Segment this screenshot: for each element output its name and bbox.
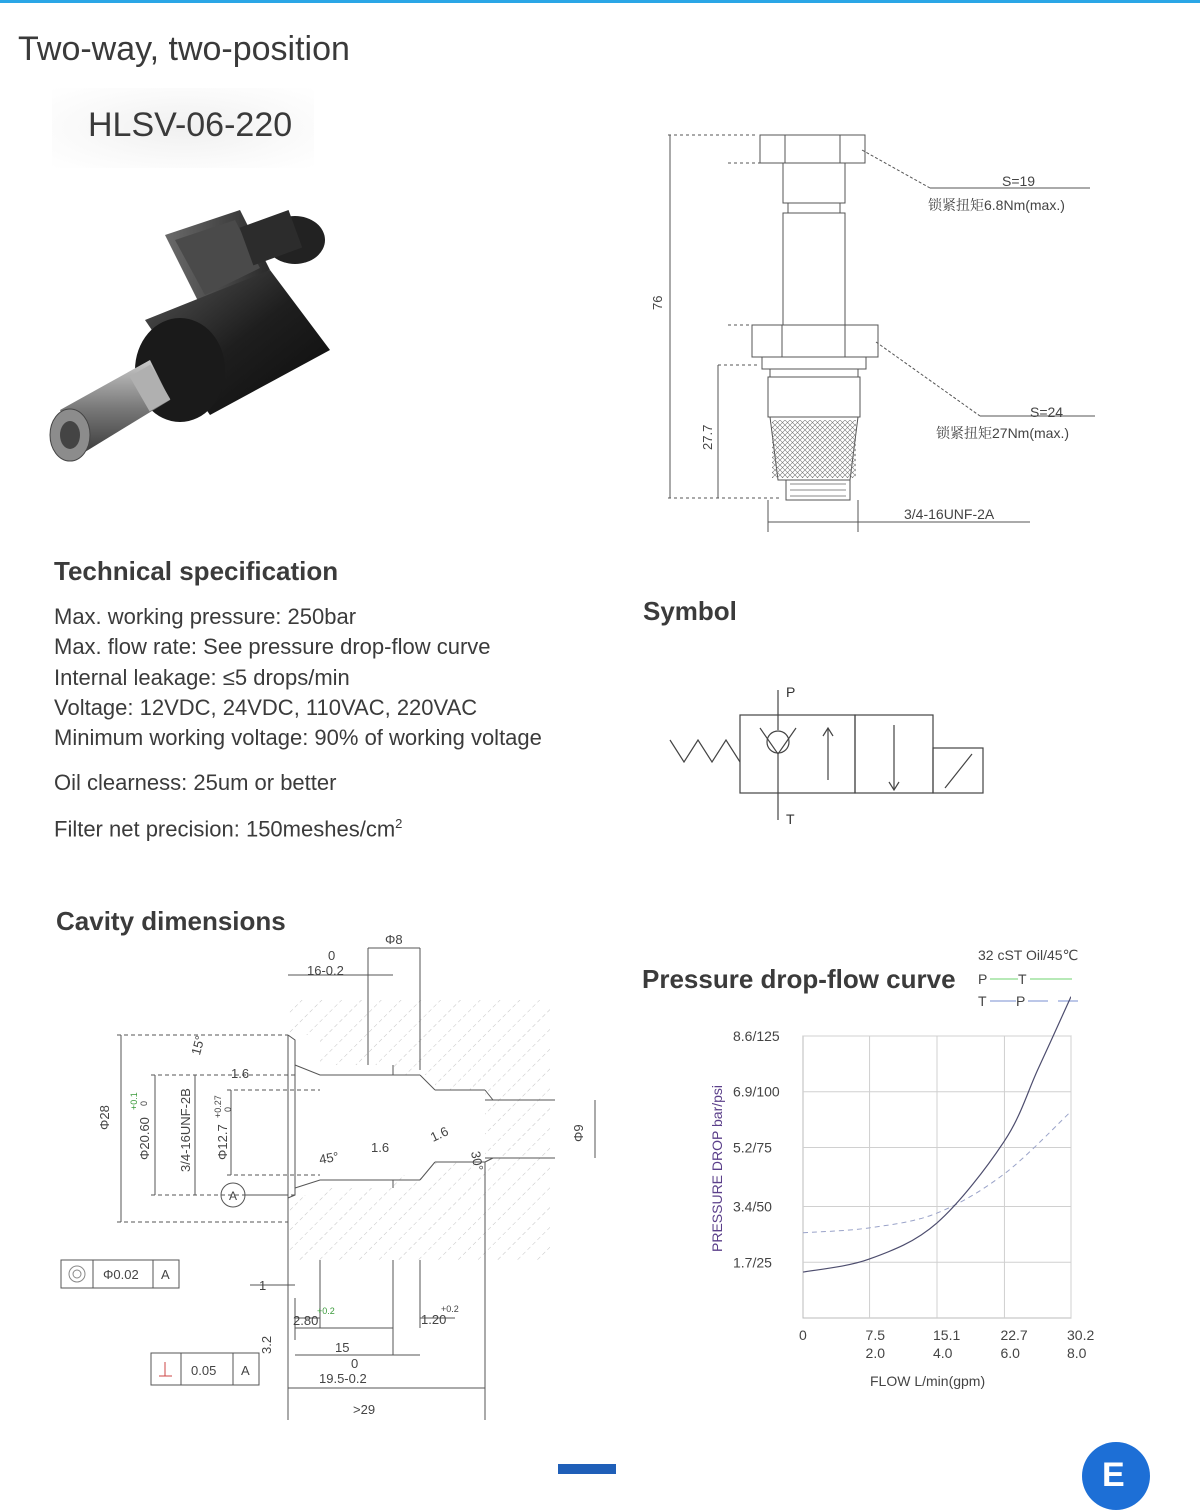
chart-ylabel: PRESSURE DROP bar/psi (709, 1084, 725, 1252)
spec-line-min-voltage: Minimum working voltage: 90% of working voltage (54, 725, 542, 750)
cav-angle45: 45° (317, 1148, 340, 1167)
cav-tol-perp: 0.05 (191, 1363, 217, 1378)
cav-phi8: Φ8 (385, 932, 403, 947)
chart-legend (978, 971, 1078, 1009)
x-tick-label: 0 (799, 1327, 807, 1343)
cav-tol-conc-ref: A (161, 1267, 170, 1282)
cav-phi28: Φ28 (97, 1105, 112, 1130)
cav-195-upper: 0 (351, 1356, 359, 1371)
cav-datum-a: A (229, 1189, 238, 1203)
y-tick-label: 3.4/50 (733, 1198, 772, 1215)
hex-bottom-torque: 锁紧扭矩27Nm(max.) (936, 425, 1070, 441)
top-rule (0, 0, 1200, 3)
hex-top-size: S=19 (1002, 173, 1036, 189)
cav-phi12: Φ12.7 (215, 1124, 230, 1160)
cav-d280: 2.80 (293, 1313, 319, 1328)
x-tick-label-gpm: 6.0 (1000, 1345, 1020, 1361)
cav-16-upper: 0 (328, 948, 336, 963)
port-t-label: T (786, 811, 795, 827)
spec-line-leakage: Internal leakage: ≤5 drops/min (54, 665, 350, 690)
cav-d120-tol: +0.2 (441, 1304, 459, 1314)
chart-title: Pressure drop-flow curve (642, 964, 956, 994)
cav-d15: 15 (335, 1340, 350, 1355)
thread-label: 3/4-16UNF-2A (904, 506, 995, 522)
page-title: Two-way, two-position (18, 30, 350, 68)
cav-phi20-tol-low: 0 (139, 1100, 149, 1106)
cav-phi12-tol-up: +0.27 (213, 1095, 223, 1118)
spec-line-oil: Oil clearness: 25um or better (54, 770, 337, 795)
solenoid-icon (933, 748, 983, 793)
cav-d16b: 1.6 (371, 1140, 390, 1155)
cav-d120: 1.20 (421, 1312, 447, 1327)
chart-xlabel: FLOW L/min(gpm) (870, 1373, 986, 1389)
cav-phi12-tol-low: 0 (223, 1106, 233, 1112)
legend-1-b: T (1018, 971, 1027, 987)
filter-superscript: 2 (395, 816, 403, 831)
x-tick-label: 15.1 (933, 1327, 961, 1343)
cav-tol-perp-ref: A (241, 1363, 250, 1378)
cav-d29: >29 (353, 1402, 376, 1417)
spec-line-filter (54, 816, 402, 842)
y-tick-label: 6.9/100 (733, 1083, 780, 1100)
cavity-heading: Cavity dimensions (56, 906, 286, 936)
cav-tol-concentric: Φ0.02 (103, 1267, 139, 1282)
y-tick-label: 8.6/125 (733, 1028, 780, 1044)
cav-thread-b: 3/4-16UNF-2B (178, 1088, 193, 1172)
cav-d16c: 1.6 (427, 1123, 451, 1145)
spring-icon (670, 740, 740, 762)
section-badge (1082, 1442, 1150, 1510)
product-photo (40, 200, 340, 480)
x-tick-label: 30.2 (1067, 1327, 1095, 1343)
length-thread-label: 27.7 (700, 424, 715, 450)
cav-d280-tol: +0.2 (317, 1306, 335, 1316)
spec-line-pressure: Max. working pressure: 250bar (54, 604, 357, 629)
page-number-tab (558, 1464, 616, 1474)
spec-line-flow: Max. flow rate: See pressure drop-flow curve (54, 634, 491, 659)
length-total-label: 76 (650, 295, 665, 310)
x-tick-label-gpm: 2.0 (865, 1345, 886, 1361)
x-tick-label: 7.5 (865, 1327, 886, 1343)
x-tick-label-gpm: 4.0 (933, 1345, 953, 1361)
cav-d16a: 1.6 (231, 1066, 250, 1081)
chart-legend-note: 32 cST Oil/45℃ (978, 947, 1079, 963)
hex-bottom-size: S=24 (1030, 404, 1064, 420)
spec-line-voltage: Voltage: 12VDC, 24VDC, 110VAC, 220VAC (54, 695, 478, 720)
cav-d32: 3.2 (259, 1335, 274, 1354)
symbol-heading: Symbol (643, 596, 737, 626)
cav-phi20: Φ20.60 (137, 1117, 152, 1160)
filter-text: Filter net precision: 150meshes/cm (54, 816, 396, 842)
cav-195-lower: 19.5-0.2 (319, 1371, 367, 1386)
legend-2-b: P (1016, 993, 1026, 1009)
cavity-drawing (55, 930, 615, 1430)
cartridge-dimension-drawing (640, 120, 1160, 540)
model-number: HLSV-06-220 (88, 106, 293, 144)
cav-16-lower: 16-0.2 (307, 963, 344, 978)
legend-1-a: P (978, 971, 988, 987)
legend-2-a: T (978, 993, 987, 1009)
pressure-flow-chart (640, 940, 1100, 1400)
x-tick-label: 22.7 (1000, 1327, 1028, 1343)
y-tick-label: 5.2/75 (733, 1139, 772, 1156)
cav-angle15: 15° (188, 1033, 208, 1057)
port-p-label: P (786, 684, 796, 700)
section-badge-letter: E (1102, 1456, 1125, 1494)
y-tick-label: 1.7/25 (733, 1254, 772, 1271)
hex-top-torque: 锁紧扭矩6.8Nm(max.) (928, 197, 1065, 213)
cav-phi9: Φ9 (571, 1124, 586, 1142)
hydraulic-symbol (660, 680, 1000, 830)
cav-angle30: 30° (468, 1149, 487, 1172)
cav-dim-1: 1 (259, 1278, 267, 1293)
cartridge-tube (50, 360, 170, 461)
x-tick-label-gpm: 8.0 (1067, 1345, 1087, 1361)
tech-spec-heading: Technical specification (54, 556, 339, 586)
chart-plot-area (733, 997, 1094, 1361)
cav-phi20-tol-up: +0.1 (129, 1092, 139, 1110)
